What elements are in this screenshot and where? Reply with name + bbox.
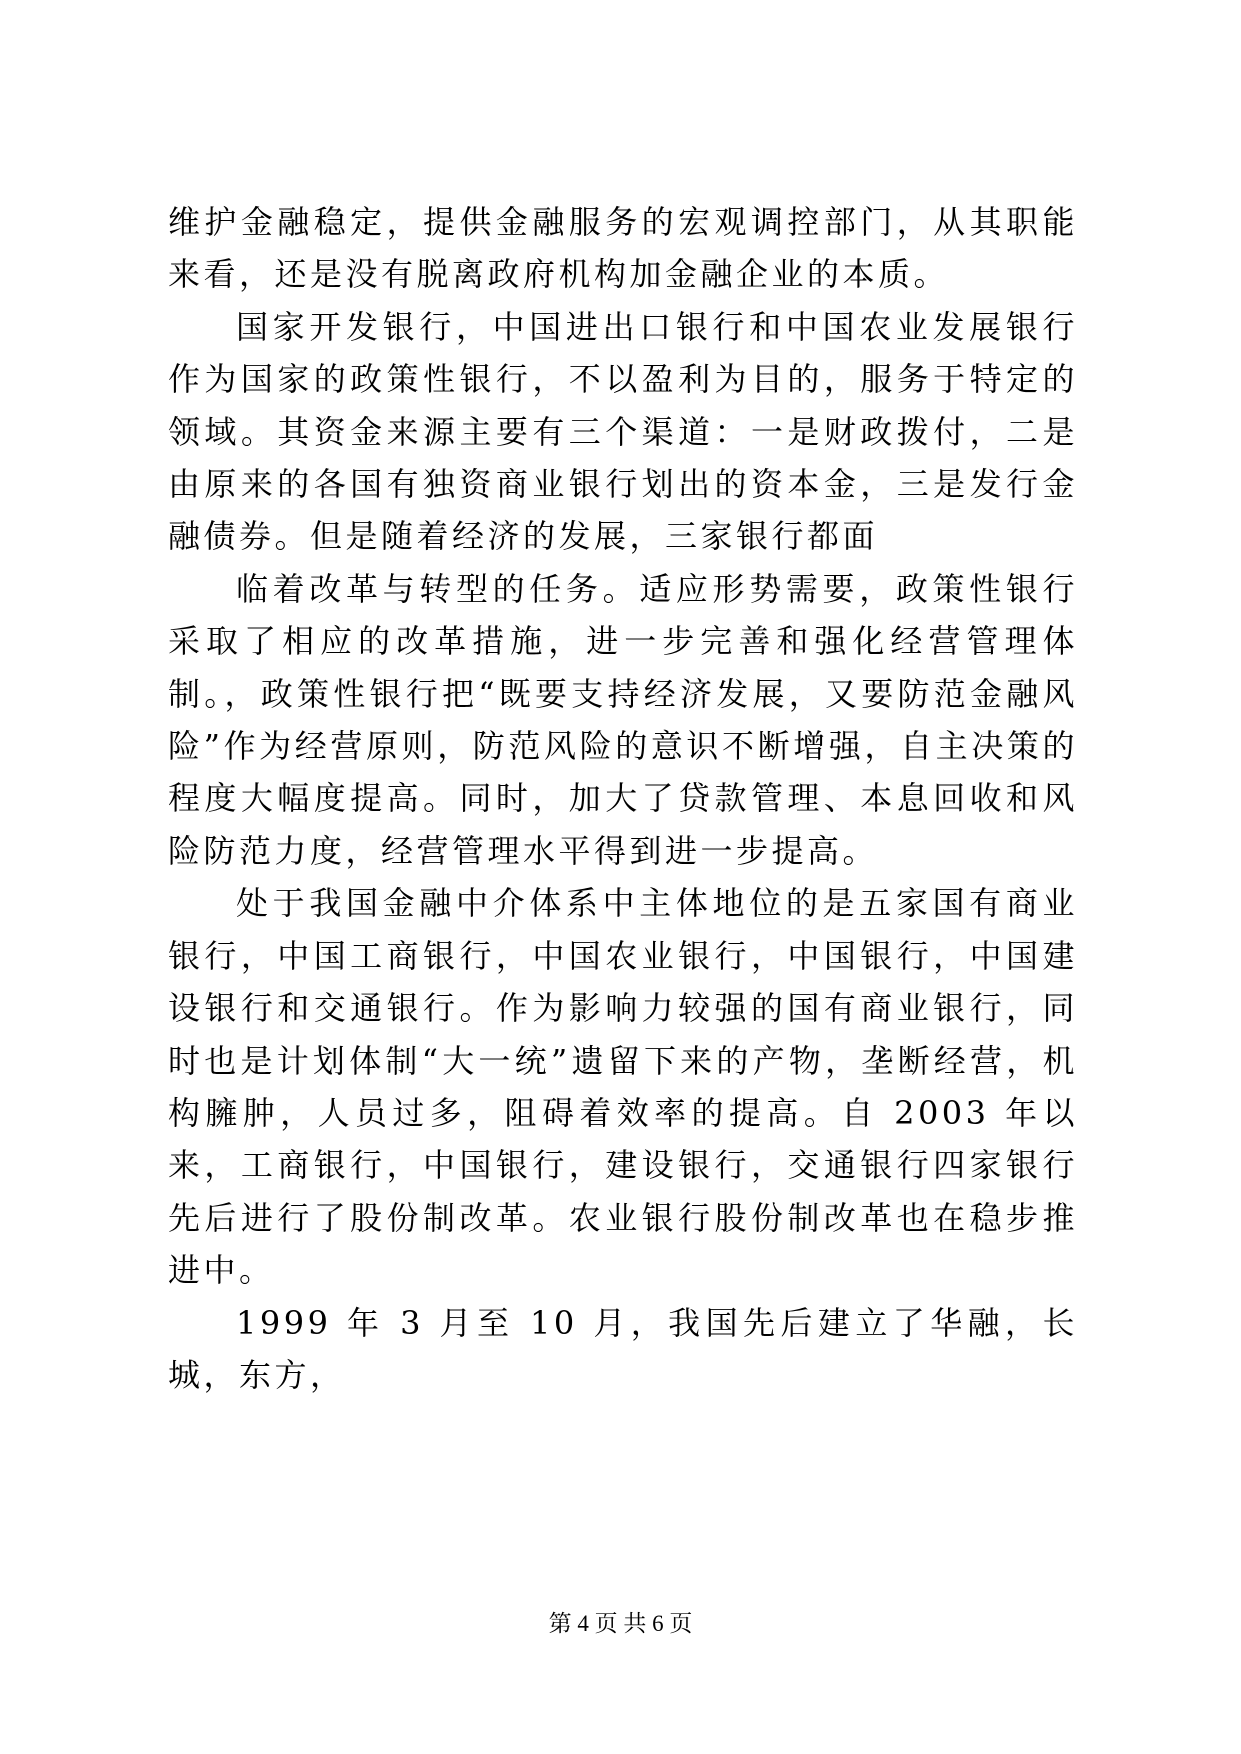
paragraph-1: 维护金融稳定，提供金融服务的宏观调控部门，从其职能来看，还是没有脱离政府机构加金融企业的本质。 — [168, 203, 1078, 294]
paragraph-5: 1999 年 3 月至 10 月，我国先后建立了华融，长城，东方， — [168, 1303, 1078, 1394]
paragraph-2: 国家开发银行，中国进出口银行和中国农业发展银行作为国家的政策性银行，不以盈利为目的，服务于特定的领域。其资金来源主要有三个渠道：一是财政拨付，二是由原来的各国有独资商业银行划出的资本金，三是发行金融债券。但是随着经济的发展，三家银行都面 — [168, 307, 1078, 556]
paragraph-3: 临着改革与转型的任务。适应形势需要，政策性银行采取了相应的改革措施，进一步完善和强化经营管理体制。，政策性银行把“既要支持经济发展，又要防范金融风险”作为经营原则，防范风险的意识不断增强，自主决策的程度大幅度提高。同时，加大了贷款管理、本息回收和风险防范力度，经营管理水平得到进一步提高。 — [168, 569, 1078, 870]
page-footer: 第 4 页 共 6 页 — [548, 1611, 693, 1636]
document-body — [168, 196, 1078, 1401]
paragraph-4: 处于我国金融中介体系中主体地位的是五家国有商业银行，中国工商银行，中国农业银行，中国银行，中国建设银行和交通银行。作为影响力较强的国有商业银行，同时也是计划体制“大一统”遗留下来的产物，垄断经营，机构臃肿，人员过多，阻碍着效率的提高。自 2003 年以来，工商银行，中国银行，建设银行，交通银行四家银行先后进行了股份制改革。农业银行股份制改革也在稳步推进中。 — [168, 884, 1078, 1290]
